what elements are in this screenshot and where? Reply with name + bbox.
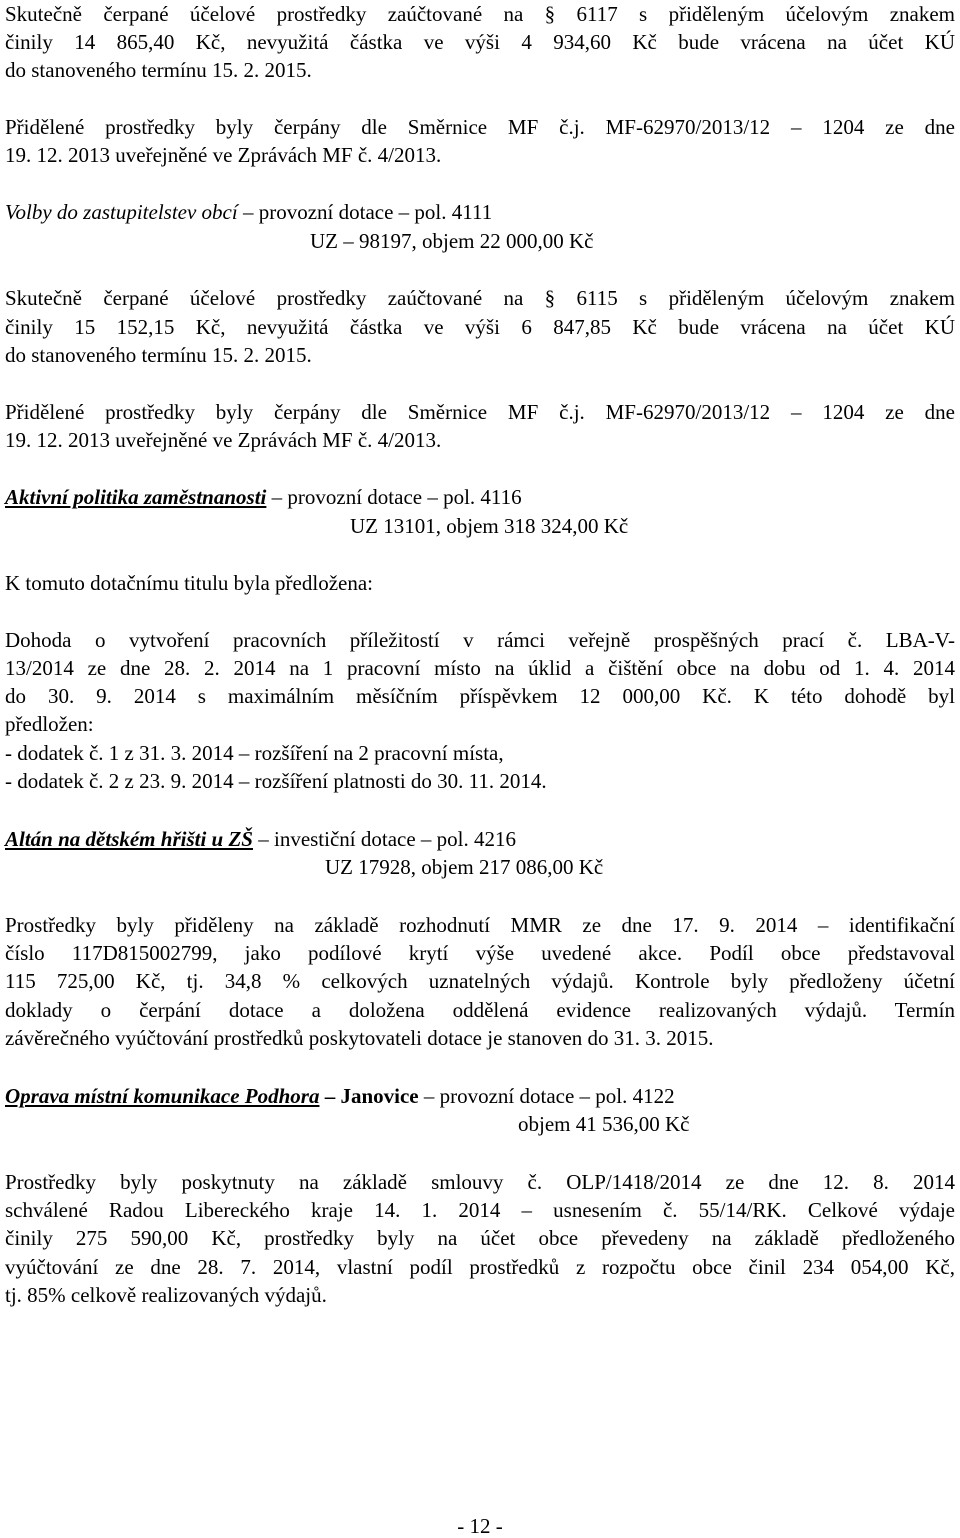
paragraph-line: předložen: bbox=[5, 712, 94, 736]
paragraph-line: schválené Radou Libereckého kraje 14. 1. 2014 – usnesením č. 55/14/RK. Celkové výdaje bbox=[5, 1198, 955, 1222]
paragraph-line: do stanoveného termínu 15. 2. 2015. bbox=[5, 343, 312, 367]
paragraph-line: závěrečného vyúčtování prostředků poskytovateli dotace je stanoven do 31. 3. 2015. bbox=[5, 1026, 714, 1050]
section-heading-volby bbox=[5, 198, 955, 227]
list-item: - dodatek č. 2 z 23. 9. 2014 – rozšíření platnosti do 30. 11. 2014. bbox=[5, 769, 547, 793]
paragraph-line: 19. 12. 2013 uveřejněné ve Zprávách MF č. 4/2013. bbox=[5, 428, 442, 452]
paragraph-line: Skutečně čerpané účelové prostředky zaúčtované na § 6117 s přiděleným účelovým znakem bbox=[5, 2, 955, 26]
section-heading-oprava bbox=[5, 1082, 955, 1111]
paragraph-line: 19. 12. 2013 uveřejněné ve Zprávách MF č. 4/2013. bbox=[5, 143, 442, 167]
paragraph-line: činily 15 152,15 Kč, nevyužitá částka ve výši 6 847,85 Kč bude vrácena na účet KÚ bbox=[5, 315, 955, 339]
heading-title: Aktivní politika zaměstnanosti bbox=[5, 485, 267, 509]
paragraph-line: Přidělené prostředky byly čerpány dle Směrnice MF č.j. MF-62970/2013/12 – 1204 ze dne bbox=[5, 115, 955, 139]
objem-line: objem 41 536,00 Kč bbox=[518, 1112, 690, 1136]
paragraph-line: 13/2014 ze dne 28. 2. 2014 na 1 pracovní místo na úklid a čištění obce na dobu od 1. 4. 2014 bbox=[5, 656, 955, 680]
paragraph-line: doklady o čerpání dotace a doložena oddělená evidence realizovaných výdajů. Termín bbox=[5, 998, 955, 1022]
paragraph-line: K tomuto dotačnímu titulu byla předložena: bbox=[5, 571, 374, 595]
heading-detail: – provozní dotace – pol. 4122 bbox=[418, 1084, 675, 1108]
paragraph-line: Dohoda o vytvoření pracovních příležitostí v rámci veřejně prospěšných prací č. LBA-V- bbox=[5, 628, 955, 652]
section-heading-apz bbox=[5, 483, 955, 512]
paragraph-line: činily 14 865,40 Kč, nevyužitá částka ve výši 4 934,60 Kč bude vrácena na účet KÚ bbox=[5, 30, 955, 54]
page-number: - 12 - bbox=[457, 1514, 503, 1538]
paragraph-line: 115 725,00 Kč, tj. 34,8 % celkových uznatelných výdajů. Kontrole byly předloženy účetní bbox=[5, 969, 955, 993]
paragraph-line: Prostředky byly přiděleny na základě rozhodnutí MMR ze dne 17. 9. 2014 – identifikační bbox=[5, 913, 955, 937]
heading-detail: – provozní dotace – pol. 4111 bbox=[237, 200, 493, 224]
paragraph-line: Prostředky byly poskytnuty na základě smlouvy č. OLP/1418/2014 ze dne 12. 8. 2014 bbox=[5, 1170, 955, 1194]
heading-location: – Janovice bbox=[319, 1084, 419, 1108]
heading-detail: – provozní dotace – pol. 4116 bbox=[266, 485, 522, 509]
list-item: - dodatek č. 1 z 31. 3. 2014 – rozšíření na 2 pracovní místa, bbox=[5, 741, 504, 765]
paragraph-line: Přidělené prostředky byly čerpány dle Směrnice MF č.j. MF-62970/2013/12 – 1204 ze dne bbox=[5, 400, 955, 424]
paragraph-line: do 30. 9. 2014 s maximálním měsíčním příspěvkem 12 000,00 Kč. K této dohodě byl bbox=[5, 684, 955, 708]
heading-title: Oprava místní komunikace Podhora bbox=[5, 1084, 320, 1108]
heading-detail: – investiční dotace – pol. 4216 bbox=[252, 827, 517, 851]
paragraph-line: vyúčtování ze dne 28. 7. 2014, vlastní podíl prostředků z rozpočtu obce činil 234 054,00 Kč, bbox=[5, 1255, 955, 1279]
paragraph-line: číslo 117D815002799, jako podílové krytí výše uvedené akce. Podíl obce představoval bbox=[5, 941, 955, 965]
paragraph-line: tj. 85% celkově realizovaných výdajů. bbox=[5, 1283, 327, 1307]
uz-line: UZ – 98197, objem 22 000,00 Kč bbox=[310, 229, 594, 253]
section-heading-altan bbox=[5, 825, 955, 854]
paragraph-line: Skutečně čerpané účelové prostředky zaúčtované na § 6115 s přiděleným účelovým znakem bbox=[5, 286, 955, 310]
heading-title: Volby do zastupitelstev obcí bbox=[5, 200, 238, 224]
paragraph-line: do stanoveného termínu 15. 2. 2015. bbox=[5, 58, 312, 82]
uz-line: UZ 17928, objem 217 086,00 Kč bbox=[325, 855, 604, 879]
uz-line: UZ 13101, objem 318 324,00 Kč bbox=[350, 514, 629, 538]
paragraph-line: činily 275 590,00 Kč, prostředky byly na účet obce převedeny na základě předloženého bbox=[5, 1226, 955, 1250]
heading-title: Altán na dětském hřišti u ZŠ bbox=[5, 827, 253, 851]
